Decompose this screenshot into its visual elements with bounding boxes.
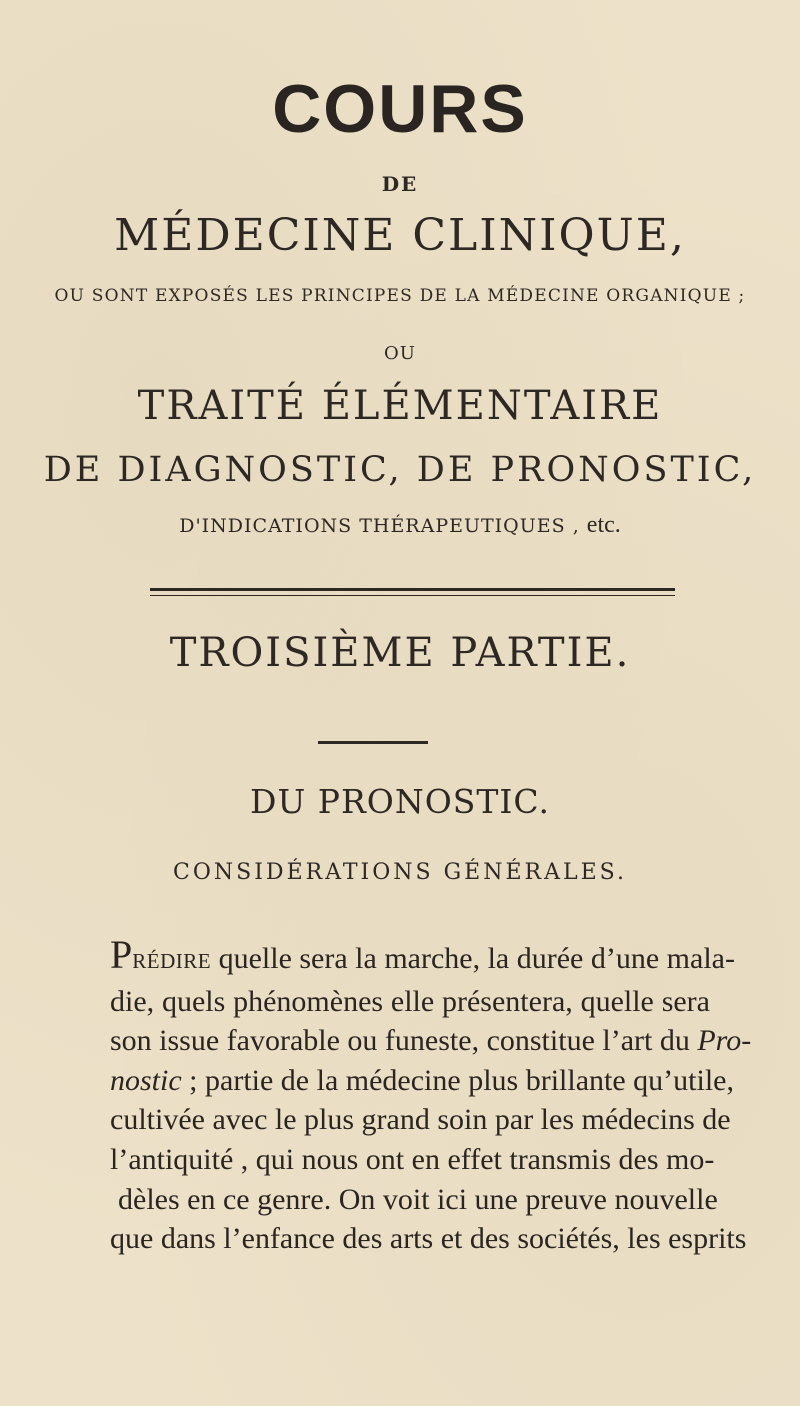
body-line-5: cultivée avec le plus grand soin par les médecins de xyxy=(110,1103,731,1137)
body-line-3-text: son issue favorable ou funeste, constitue l’art du xyxy=(110,1024,690,1058)
double-rule-divider xyxy=(150,588,675,596)
body-line-1 xyxy=(110,932,735,982)
title-diagnostic: DE DIAGNOSTIC, DE PRONOSTIC, xyxy=(43,450,757,490)
drop-cap-rest: RÉDIRE xyxy=(132,949,212,973)
drop-cap: P xyxy=(110,932,133,977)
subtitle-principes: OU SONT EXPOSÉS LES PRINCIPES DE LA MÉDECINE ORGANIQUE ; xyxy=(54,286,746,306)
body-line-6: l’antiquité , qui nous ont en effet transmis des mo- xyxy=(110,1142,715,1176)
subtitle-etc: etc. xyxy=(586,512,621,538)
section-subtitle: CONSIDÉRATIONS GÉNÉRALES. xyxy=(173,860,627,885)
title-preposition: DE xyxy=(381,172,419,196)
short-rule-divider xyxy=(318,741,428,744)
section-title: DU PRONOSTIC. xyxy=(249,782,550,821)
body-line-4-italic: nostic xyxy=(110,1063,182,1097)
body-line-1-text: quelle sera la marche, la durée d’une mala- xyxy=(211,942,735,975)
part-title: TROISIÈME PARTIE. xyxy=(169,630,631,676)
body-line-2: die, quels phénomènes elle présentera, quelle sera xyxy=(110,984,710,1018)
subtitle-indications-caps: D'INDICATIONS THÉRAPEUTIQUES , xyxy=(179,515,580,537)
body-line-8: que dans l’enfance des arts et des sociétés, les esprits xyxy=(110,1222,747,1256)
body-line-7: dèles en ce genre. On voit ici une preuve nouvelle xyxy=(118,1182,718,1216)
body-paragraph xyxy=(110,932,752,1259)
body-line-3 xyxy=(110,1021,752,1061)
body-line-4-text: ; partie de la médecine plus brillante qu’utile, xyxy=(181,1063,734,1097)
subtitle-indications xyxy=(0,512,800,539)
body-line-3-italic: Pro- xyxy=(697,1024,752,1058)
title-medecine-clinique: MÉDECINE CLINIQUE, xyxy=(114,210,686,261)
book-title: COURS xyxy=(272,71,528,147)
title-ou: OU xyxy=(384,343,416,364)
body-line-4 xyxy=(110,1061,734,1101)
title-traite: TRAITÉ ÉLÉMENTAIRE xyxy=(137,383,663,429)
